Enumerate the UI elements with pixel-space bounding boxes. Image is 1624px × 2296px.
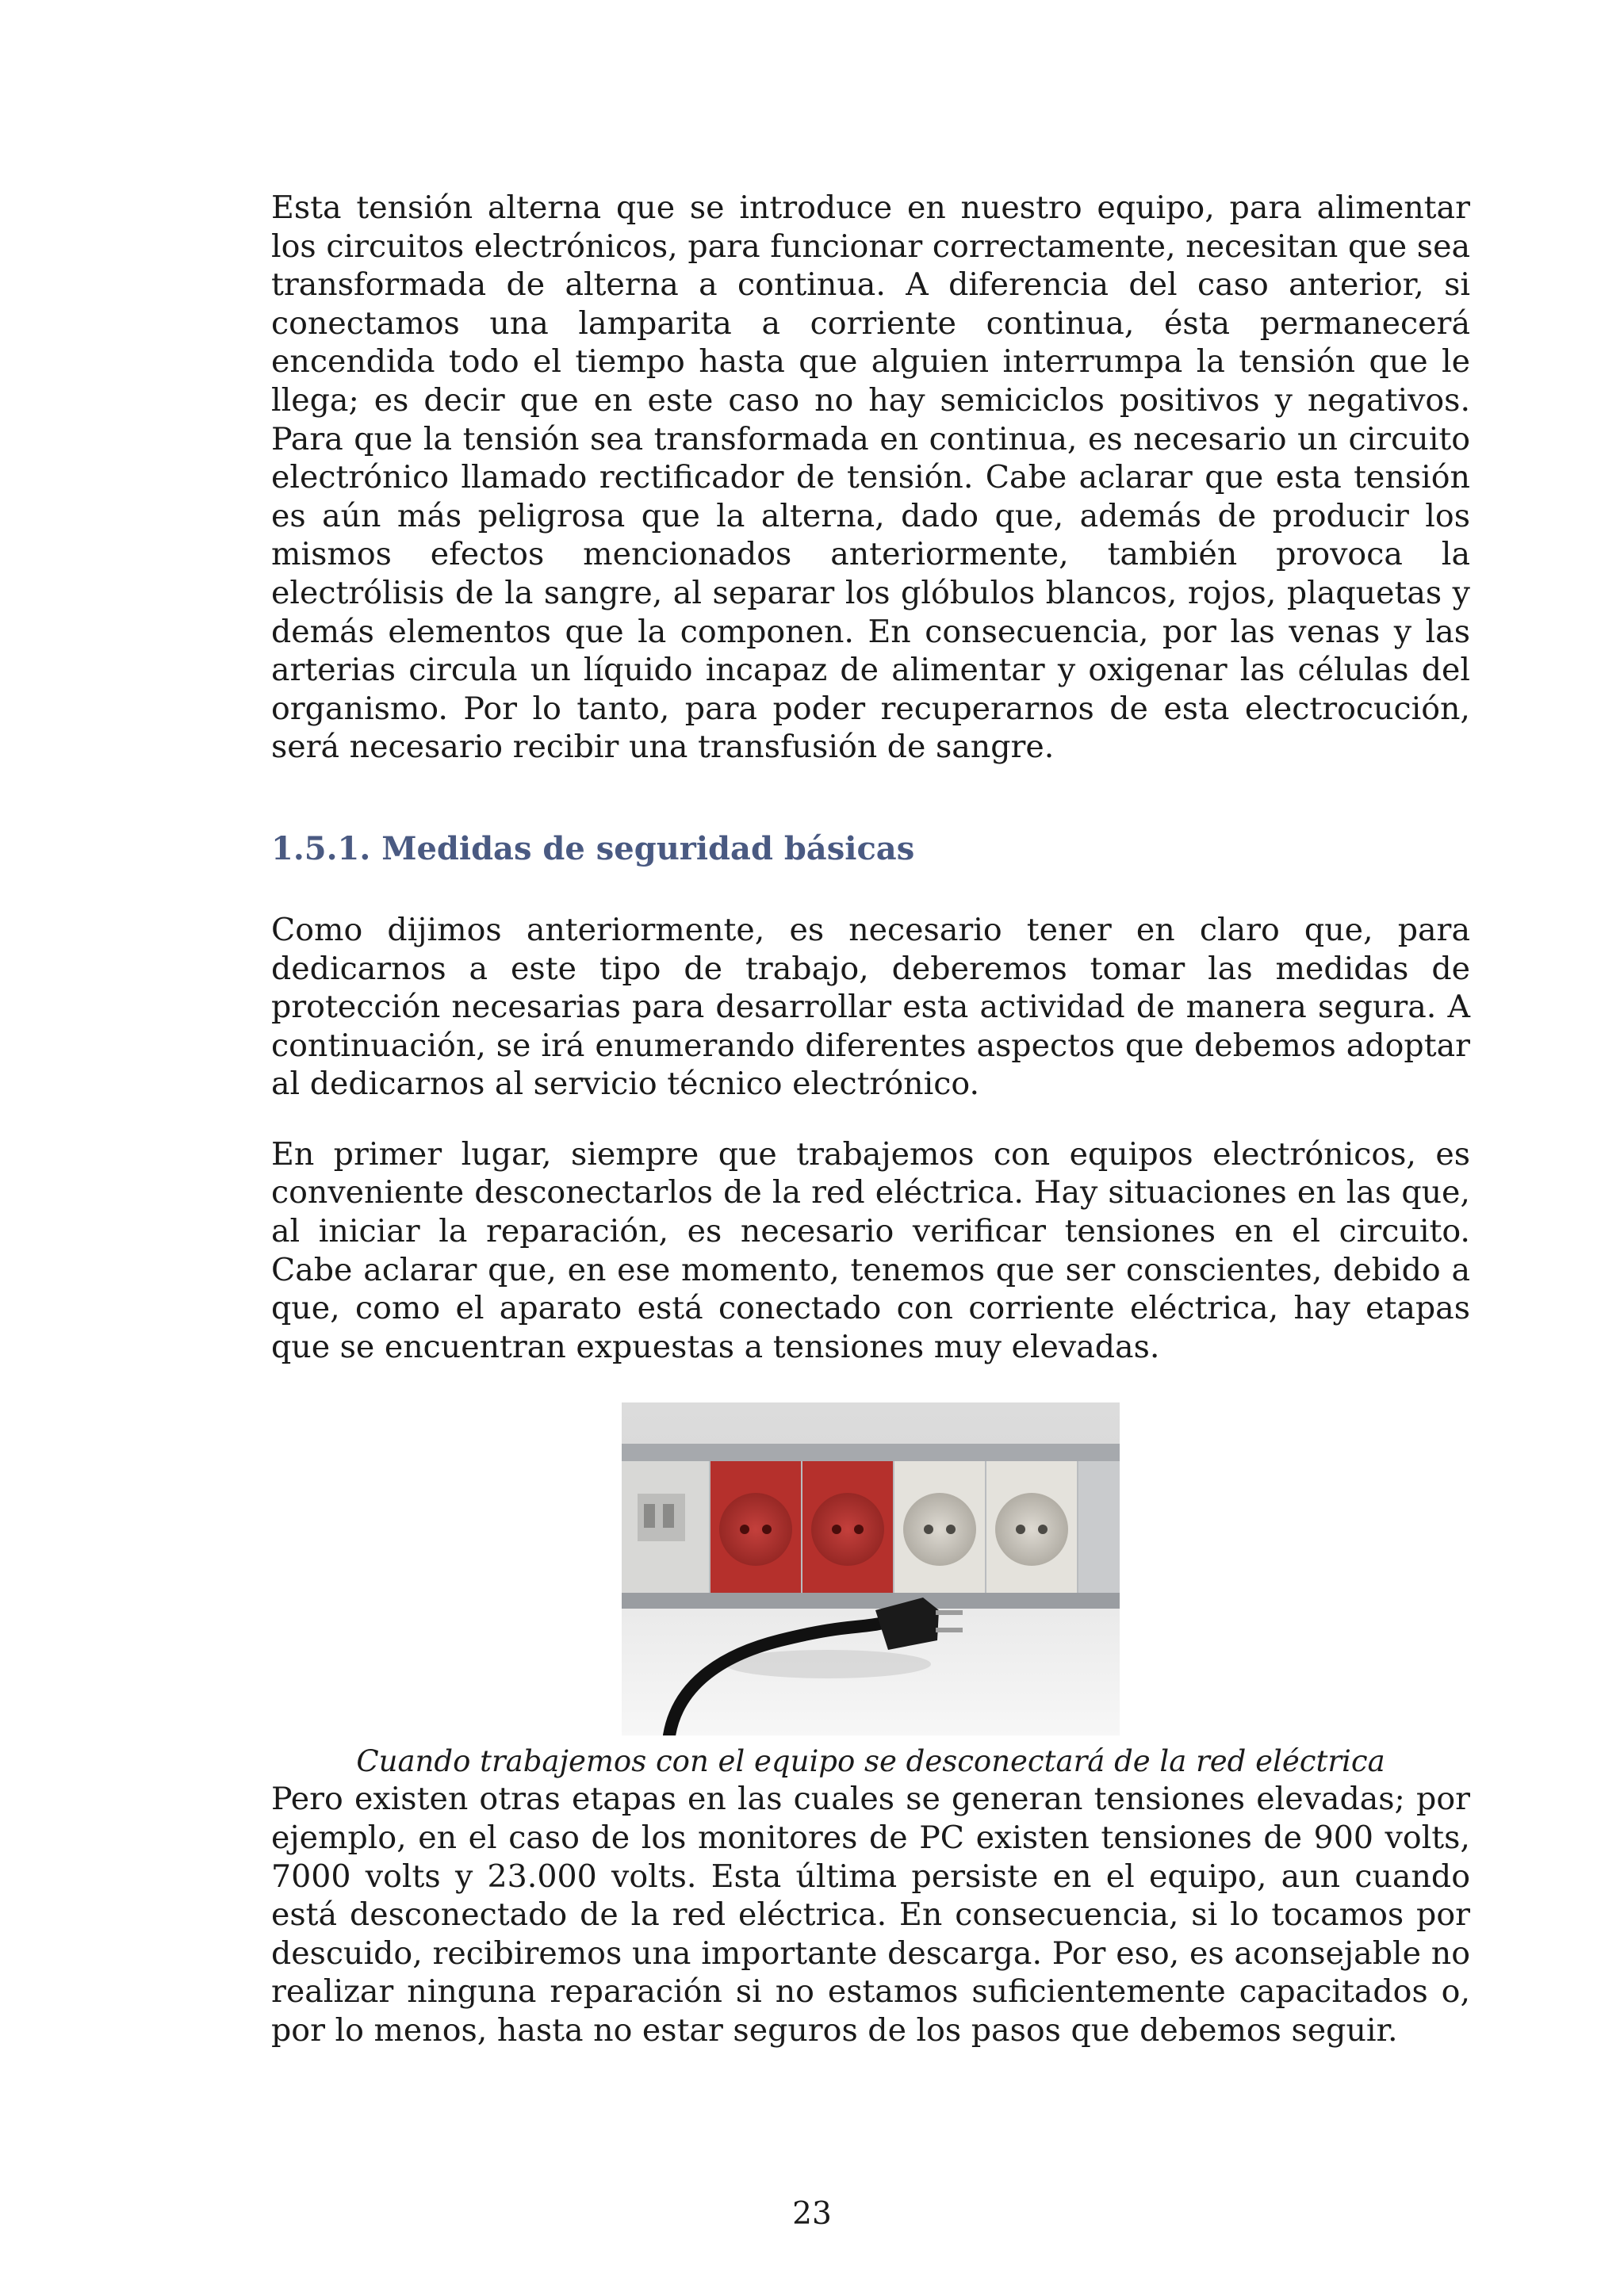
paragraph-disconnect: En primer lugar, siempre que trabajemos con equipos electrónicos, es conveniente desconectarlos de la red eléctrica. Hay situaciones en las que, al iniciar la reparación, es necesario verificar tensiones en el circuito. Cabe aclarar que, en ese momento, tenemos que ser conscientes, debido a que, como el aparato está conectado con corriente eléctrica, hay etapas que se encuentran expuestas a tensiones muy elevadas.: [271, 1135, 1470, 1365]
page-number: 23: [792, 2196, 832, 2232]
section-heading: 1.5.1. Medidas de seguridad básicas: [271, 829, 915, 867]
paragraph-dc-voltage: Esta tensión alterna que se introduce en nuestro equipo, para alimentar los circuitos electrónicos, para funcionar correctamente, necesitan que sea transformada de alterna a continua. A diferencia del caso anterior, si conectamos una lamparita a corriente continua, ésta permanecerá encendida todo el tiempo hasta que alguien interrumpa la tensión que le llega; es decir que en este caso no hay semiciclos positivos y negativos. Para que la tensión sea transformada en continua, es necesario un circuito electrónico llamado rectificador de tensión. Cabe aclarar que esta tensión es aún más peligrosa que la alterna, dado que, además de producir los mismos efectos mencionados anteriormente, también provoca la electrólisis de la sangre, al separar los glóbulos blancos, rojos, plaquetas y demás elementos que la componen. En consecuencia, por las venas y las arterias circula un líquido incapaz de alimentar y oxigenar las células del organismo. Por lo tanto, para poder recuperarnos de esta electrocución, será necesario recibir una transfusión de sangre.: [271, 189, 1470, 766]
unplugged-socket-photo: [622, 1402, 1120, 1735]
paragraph-safety-intro: Como dijimos anteriormente, es necesario tener en claro que, para dedicarnos a este tipo de trabajo, deberemos tomar las medidas de protección necesarias para desarrollar esta actividad de manera segura. A continuación, se irá enumerando diferentes aspectos que debemos adoptar al dedicarnos al servicio técnico electrónico.: [271, 911, 1470, 1103]
figure: [271, 1402, 1470, 1780]
paragraph-high-voltage: Pero existen otras etapas en las cuales se generan tensiones elevadas; por ejemplo, en el caso de los monitores de PC existen tensiones de 900 volts, 7000 volts y 23.000 volts. Esta última persiste en el equipo, aun cuando está desconectado de la red eléctrica. En consecuencia, si lo tocamos por descuido, recibiremos una importante descarga. Por eso, es aconsejable no realizar ninguna reparación si no estamos suficientemente capacitados o, por lo menos, hasta no estar seguros de los pasos que debemos seguir.: [271, 1781, 1470, 2049]
page-content: [271, 189, 1470, 2050]
figure-caption: Cuando trabajemos con el equipo se desconectará de la red eléctrica: [356, 1744, 1385, 1779]
